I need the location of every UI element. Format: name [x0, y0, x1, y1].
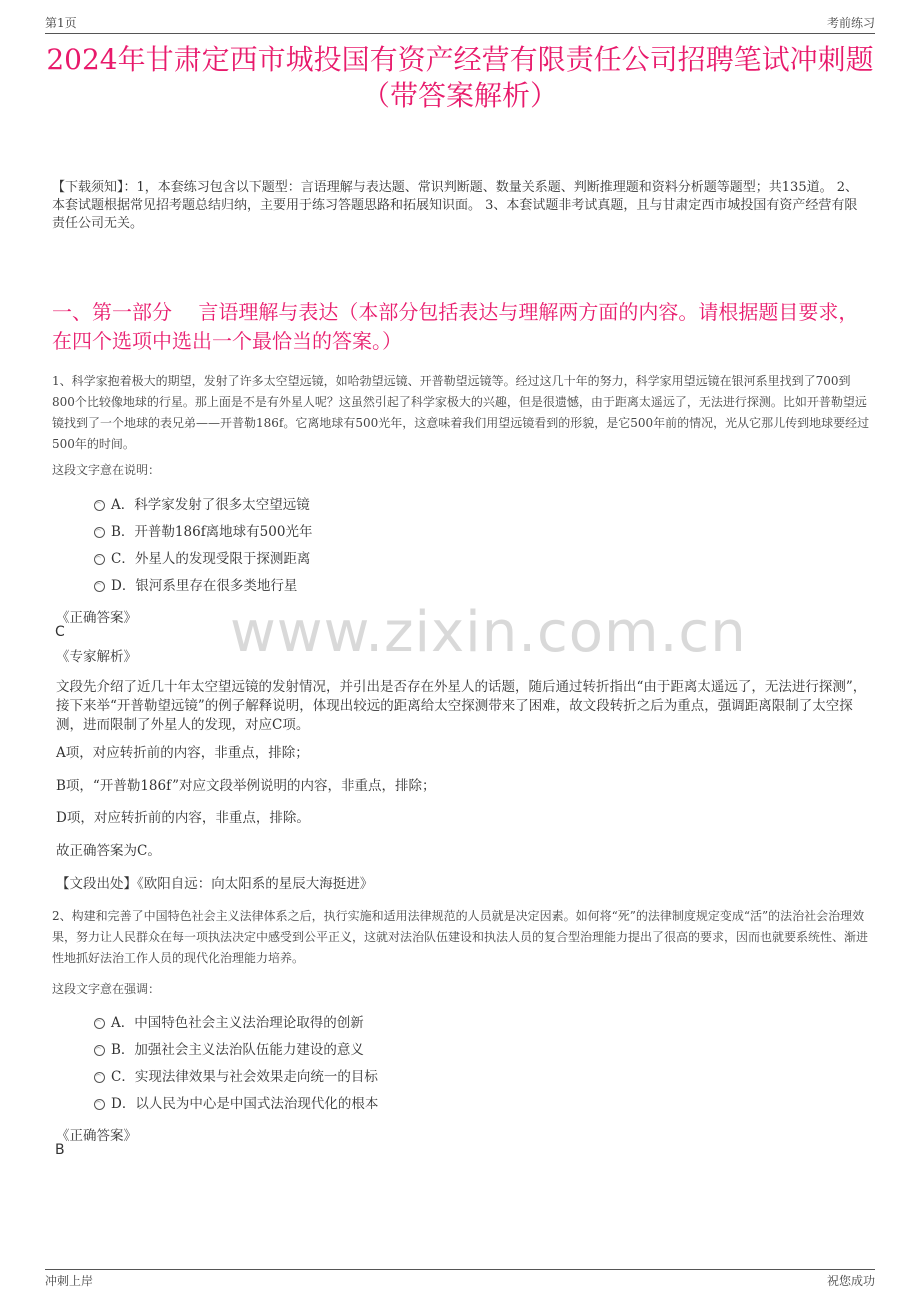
q1-analysis-a: A项，对应转折前的内容，非重点，排除； — [56, 745, 309, 761]
page-header — [45, 14, 875, 32]
q1-answer: C — [55, 624, 65, 640]
q1-answer-tag: 《正确答案》 — [56, 610, 137, 626]
radio-icon[interactable] — [94, 581, 105, 592]
q1-option-b[interactable]: B．开普勒186f离地球有500光年 — [94, 522, 312, 542]
question-2-prompt: 这段文字意在强调： — [52, 982, 161, 996]
q1-option-c[interactable]: C．外星人的发现受限于探测距离 — [94, 549, 310, 569]
watermark: www.zixin.com.cn — [230, 600, 747, 665]
document-title: 2024年甘肃定西市城投国有资产经营有限责任公司招聘笔试冲刺题（带答案解析） — [46, 43, 874, 112]
q2-option-a[interactable]: A．中国特色社会主义法治理论取得的创新 — [94, 1013, 364, 1033]
download-notice: 【下载须知】：1，本套练习包含以下题型：言语理解与表达题、常识判断题、数量关系题、判断推理题和资料分析题等题型；共135道。 2、本套试题根据常见招考题总结归纳，主要用于练习答题思路和拓展知识面。 3、本套试题非考试真题，且与甘肃定西市城投国有资产经营有限责任公司无关。 — [52, 180, 858, 231]
q2-answer: B — [55, 1142, 65, 1158]
radio-icon[interactable] — [94, 500, 105, 511]
question-2-text: 2、构建和完善了中国特色社会主义法律体系之后，执行实施和适用法律规范的人员就是决定因素。如何将“死”的法律制度规定变成“活”的法治社会治理效果，努力让人民群众在每一项执法决定中感受到公平正义，这就对法治队伍建设和执法人员的复合型治理能力提出了很高的要求，因而也就要系统性、渐进性地抓好法治工作人员的现代化治理能力培养。 — [52, 909, 869, 965]
radio-icon[interactable] — [94, 554, 105, 565]
header-label: 考前练习 — [826, 16, 875, 30]
q2-option-c[interactable]: C．实现法律效果与社会效果走向统一的目标 — [94, 1067, 378, 1087]
section-heading: 一、第一部分 言语理解与表达（本部分包括表达与理解两方面的内容。请根据题目要求，在四个选项中选出一个最恰当的答案。） — [52, 300, 859, 353]
question-1-prompt: 这段文字意在说明： — [52, 463, 161, 477]
radio-icon[interactable] — [94, 1045, 105, 1056]
q1-analysis-conclusion: 故正确答案为C。 — [56, 843, 161, 859]
radio-icon[interactable] — [94, 1072, 105, 1083]
q1-option-d[interactable]: D．银河系里存在很多类地行星 — [94, 576, 297, 596]
q2-option-b[interactable]: B．加强社会主义法治队伍能力建设的意义 — [94, 1040, 364, 1060]
q1-analysis-b: B项，“开普勒186f”对应文段举例说明的内容，非重点，排除； — [56, 778, 436, 794]
radio-icon[interactable] — [94, 527, 105, 538]
q1-analysis-tag: 《专家解析》 — [56, 649, 137, 665]
q2-option-d[interactable]: D．以人民为中心是中国式法治现代化的根本 — [94, 1094, 378, 1114]
q2-answer-tag: 《正确答案》 — [56, 1128, 137, 1144]
q1-option-a[interactable]: A．科学家发射了很多太空望远镜 — [94, 495, 310, 515]
question-1-text: 1、科学家抱着极大的期望，发射了许多太空望远镜，如哈勃望远镜、开普勒望远镜等。经过这几十年的努力，科学家用望远镜在银河系里找到了700到800个比较像地球的行星。那上面是不是有外星人呢？这虽然引起了科学家极大的兴趣，但是很遗憾，由于距离太遥远了，无法进行探测。比如开普勒望远镜找到了一个地球的表兄弟——开普勒186f。它离地球有500光年，这意味着我们用望远镜看到的形貌，是它500年前的情况，光从它那儿传到地球要经过500年的时间。 — [52, 374, 870, 451]
q1-analysis-d: D项，对应转折前的内容，非重点，排除。 — [56, 810, 310, 826]
q1-analysis-main: 文段先介绍了近几十年太空望远镜的发射情况，并引出是否存在外星人的话题，随后通过转折指出“由于距离太遥远了，无法进行探测”，接下来举“开普勒望远镜”的例子解释说明，体现出较远的距离给太空探测带来了困难，故文段转折之后为重点，强调距离限制了太空探测，进而限制了外星人的发现，对应C项。 — [56, 679, 867, 733]
footer-right: 祝您成功 — [826, 1274, 875, 1288]
radio-icon[interactable] — [94, 1018, 105, 1029]
footer-left: 冲刺上岸 — [45, 1274, 94, 1288]
footer-divider — [45, 1269, 875, 1270]
header-divider — [45, 33, 875, 34]
page-number: 第1页 — [45, 16, 77, 30]
radio-icon[interactable] — [94, 1099, 105, 1110]
q1-source: 【文段出处】《欧阳自远：向太阳系的星辰大海挺进》 — [56, 876, 374, 892]
